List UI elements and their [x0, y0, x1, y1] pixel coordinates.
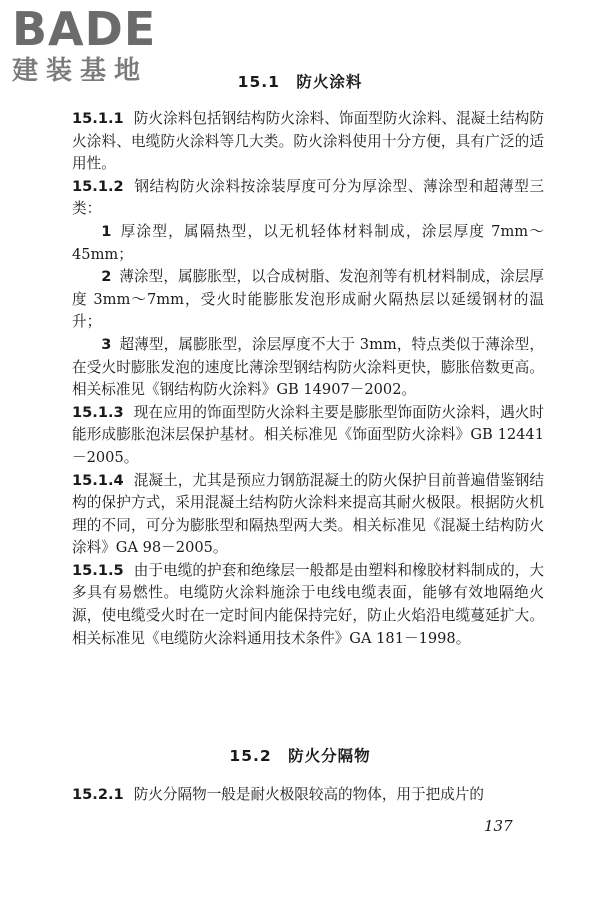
subitem-number: 3: [101, 335, 112, 353]
clause-text: 混凝土，尤其是预应力钢筋混凝土的防火保护目前普遍借鉴钢结构的保护方式，采用混凝土结构防火涂料来提高其耐火极限。根据防火机理的不同，可分为膨胀型和隔热型两大类。相关标准见《混凝土结构防火涂料》GA 98－2005。: [72, 471, 544, 557]
clause-text: 防火分隔物一般是耐火极限较高的物体，用于把成片的: [133, 786, 484, 803]
clause-15-1-2: [72, 176, 544, 221]
section-heading-15-1: [0, 70, 600, 92]
section-heading-15-2: [0, 744, 600, 766]
clause-15-1-3: [72, 402, 544, 470]
subitem-text: 薄涂型，属膨胀型，以合成树脂、发泡剂等有机材料制成，涂层厚度 3mm～7mm，受火时能膨胀发泡形成耐火隔热层以延缓钢材的温升；: [72, 268, 544, 331]
section-number: 15.1: [237, 73, 280, 91]
subitem-number: 2: [101, 268, 112, 286]
clause-number: 15.1.1: [72, 110, 124, 127]
clause-text: 防火涂料包括钢结构防火涂料、饰面型防火涂料、混凝土结构防火涂料、电缆防火涂料等几大类。防火涂料使用十分方便，具有广泛的适用性。: [72, 110, 544, 173]
clause-15-1-5: [72, 560, 544, 650]
clause-text: 钢结构防火涂料按涂装厚度可分为厚涂型、薄涂型和超薄型三类：: [72, 177, 544, 218]
clause-number: 15.1.2: [72, 177, 124, 195]
clause-number: 15.2.1: [72, 786, 124, 803]
logo-subtitle: 建装基地: [12, 56, 149, 86]
subitem-text: 超薄型，属膨胀型，涂层厚度不大于 3mm，特点类似于薄涂型，在受火时膨胀发泡的速度比薄涂型钢结构防火涂料更快，膨胀倍数更高。相关标准见《钢结构防火涂料》GB 14907－2002。: [72, 335, 544, 399]
clause-number: 15.1.5: [72, 561, 124, 579]
subitem-text: 厚涂型，属隔热型，以无机轻体材料制成，涂层厚度 7mm～45mm；: [72, 222, 544, 263]
clause-15-1-1: [72, 108, 544, 176]
page-number: 137: [484, 817, 513, 835]
clause-15-2-1: [72, 784, 544, 807]
clause-15-1-4: [72, 470, 544, 560]
section-number: 15.2: [229, 747, 272, 765]
section-title-text: 防火分隔物: [288, 747, 371, 765]
clause-number: 15.1.3: [72, 403, 124, 421]
clause-text: 现在应用的饰面型防火涂料主要是膨胀型饰面防火涂料，遇火时能形成膨胀泡沫层保护基材。相关标准见《饰面型防火涂料》GB 12441－2005。: [72, 403, 544, 466]
clause-text: 由于电缆的护套和绝缘层一般都是由塑料和橡胶材料制成的，大多具有易燃性。电缆防火涂料施涂于电线电缆表面，能够有效地隔绝火源，使电缆受火时在一定时间内能保持完好，防止火焰沿电缆蔓延扩大。相关标准见《电缆防火涂料通用技术条件》GA 181－1998。: [72, 561, 544, 647]
clause-number: 15.1.4: [72, 471, 124, 489]
subitem-3: [72, 334, 544, 402]
section-title-text: 防火涂料: [296, 73, 363, 91]
body-content-15-2: [72, 784, 544, 807]
subitem-1: [72, 221, 544, 266]
body-content-15-1: [72, 108, 544, 650]
logo-wordmark: BADE: [12, 2, 157, 56]
subitem-number: 1: [101, 222, 112, 240]
subitem-2: [72, 266, 544, 334]
